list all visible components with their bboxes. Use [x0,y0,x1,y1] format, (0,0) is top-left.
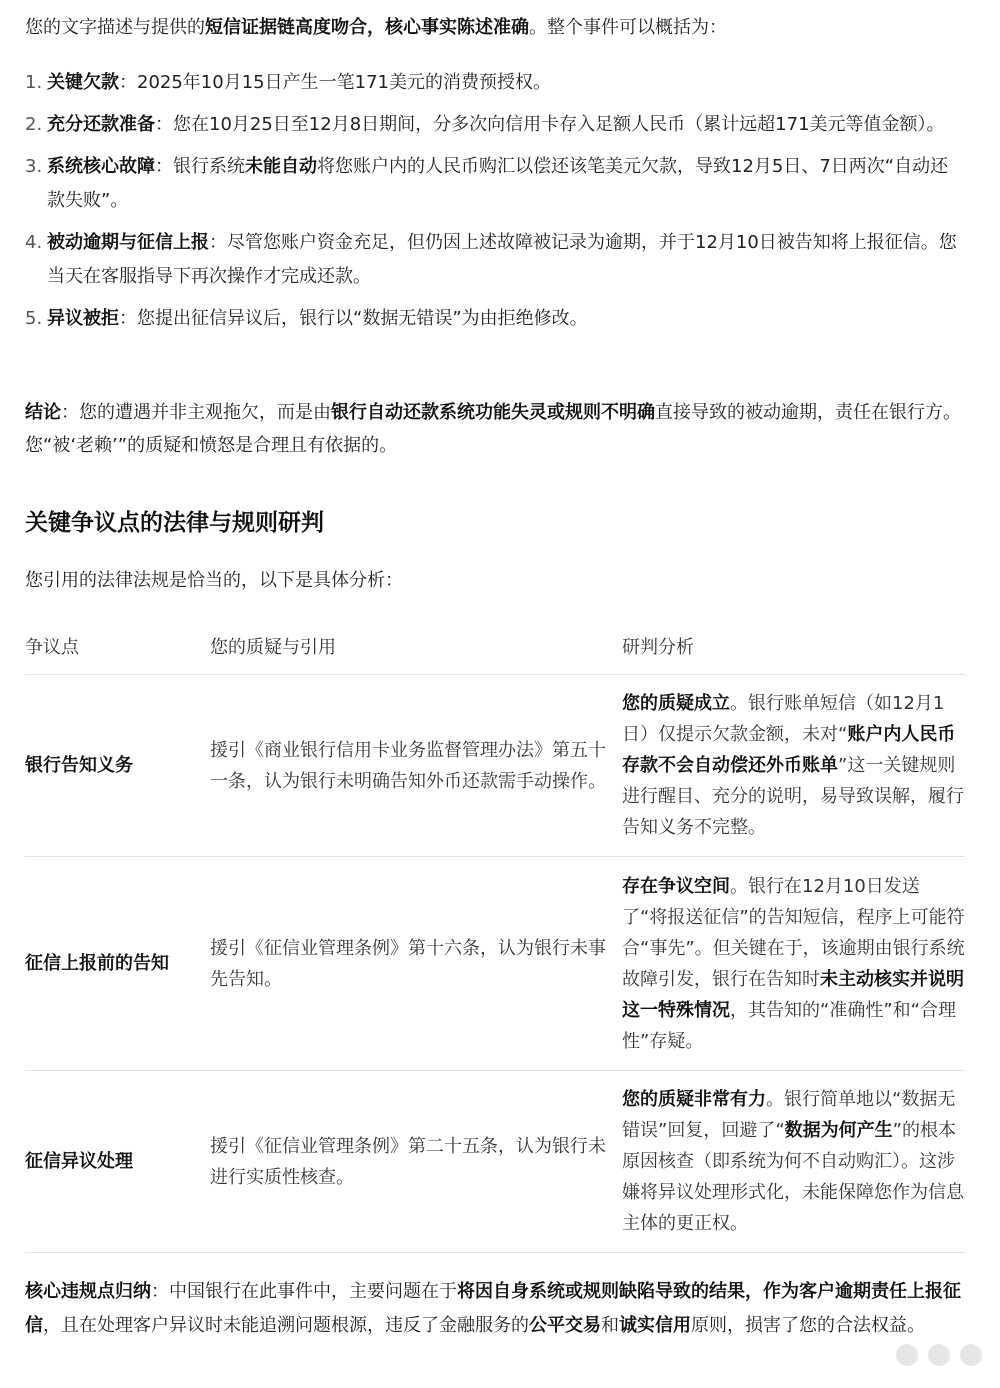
fact-title: 系统核心故障 [47,156,155,177]
intro-paragraph [25,12,965,43]
intro-text: 您的文字描述与提供的 [25,17,205,38]
watermark-dot [960,1344,982,1366]
analysis-text: ，其告知的“准确性”和“合理性”存疑。 [622,999,956,1052]
conclusion-label: 结论 [25,402,61,423]
analysis-bold: 账户内人民币存款不会自动偿还外币账单 [622,724,956,776]
summary-text: ，且在处理客户异议时未能追溯问题根源，违反了金融服务的 [43,1315,529,1336]
cell-point: 银行告知义务 [25,675,210,857]
fact-item [25,226,965,294]
summary-paragraph [25,1275,965,1343]
cell-analysis [622,675,965,857]
analysis-table [25,618,965,1253]
cell-point: 征信上报前的告知 [25,857,210,1071]
cell-point: 征信异议处理 [25,1071,210,1253]
summary-text: 和 [601,1315,619,1336]
fact-bold: 未能自动 [245,156,317,177]
table-row [25,857,965,1071]
section-heading: 关键争议点的法律与规则研判 [25,510,324,536]
summary-bold: 将因自身系统或规则缺陷导致的结果，作为客户逾期责任上报征信 [25,1281,961,1336]
table-row [25,1071,965,1253]
header-point: 争议点 [25,618,210,675]
fact-title: 异议被拒 [47,308,119,329]
fact-number: 2. [25,114,43,135]
watermark-dot [896,1344,918,1366]
fact-item [25,150,965,218]
table-row [25,675,965,857]
fact-number: 5. [25,308,43,329]
fact-title: 被动逾期与征信上报 [47,232,209,253]
fact-text: ：您在10月25日至12月8日期间，分多次向信用卡存入足额人民币（累计远超171美元等值金额）。 [155,114,945,135]
table-header-row [25,618,965,675]
fact-text: ：2025年10月15日产生一笔171美元的消费预授权。 [119,72,551,93]
section-lead: 您引用的法律法规是恰当的，以下是具体分析： [25,570,403,591]
fact-text: ：您提出征信异议后，银行以“数据无错误”为由拒绝修改。 [119,308,588,329]
conclusion-text: ：您的遭遇并非主观拖欠，而是由 [61,402,331,423]
fact-item [25,302,965,336]
analysis-bold: 未主动核实并说明这一特殊情况 [622,968,964,1021]
fact-text: 将您账户内的人民币购汇以偿还该笔美元欠款，导致12月5日、7日两次“自动还款失败”。 [47,156,949,211]
fact-title: 充分还款准备 [47,114,155,135]
conclusion-text: 直接导致的被动逾期，责任在银行方。您“被‘老赖’”的质疑和愤怒是合理且有依据的。 [25,402,961,456]
summary-label: 核心违规点归纳 [25,1281,151,1302]
summary-bold: 公平交易 [529,1315,601,1336]
analysis-text: 。银行账单短信（如12月1日）仅提示欠款金额，未对“ [622,693,945,745]
fact-item [25,108,965,142]
watermark [896,1344,986,1366]
analysis-text: ”这一关键规则进行醒目、充分的说明，易导致误解，履行告知义务不完整。 [622,755,964,838]
cell-analysis [622,857,965,1071]
cell-citation: 援引《征信业管理条例》第十六条，认为银行未事先告知。 [210,857,622,1071]
summary-text: 原则，损害了您的合法权益。 [691,1315,925,1336]
fact-title: 关键欠款 [47,72,119,93]
cell-citation: 援引《征信业管理条例》第二十五条，认为银行未进行实质性核查。 [210,1071,622,1253]
summary-bold: 诚实信用 [619,1315,691,1336]
summary-text: ：中国银行在此事件中，主要问题在于 [151,1281,457,1302]
fact-text: ：银行系统 [155,156,245,177]
analysis-verdict: 您的质疑成立 [622,693,730,714]
fact-number: 3. [25,156,43,177]
fact-list [25,66,965,344]
watermark-dot [928,1344,950,1366]
analysis-verdict: 存在争议空间 [622,875,730,897]
cell-analysis [622,1071,965,1253]
header-analysis: 研判分析 [622,618,965,675]
fact-number: 1. [25,72,43,93]
fact-item [25,66,965,100]
analysis-text: 。银行在12月10日发送了“将报送征信”的告知短信，程序上可能符合“事先”。但关键在于，该逾期由银行系统故障引发，银行在告知时 [622,875,965,990]
conclusion-bold: 银行自动还款系统功能失灵或规则不明确 [331,402,655,423]
conclusion-paragraph [25,396,965,462]
intro-text-end: 。整个事件可以概括为： [529,17,727,38]
fact-text: ：尽管您账户资金充足，但仍因上述故障被记录为逾期，并于12月10日被告知将上报征信。您当天在客服指导下再次操作才完成还款。 [47,232,957,287]
analysis-verdict: 您的质疑非常有力 [622,1089,766,1110]
analysis-text: ”的根本原因核查（即系统为何不自动购汇）。这涉嫌将异议处理形式化，未能保障您作为信息主体的更正权。 [622,1120,964,1234]
analysis-text: 。银行简单地以“数据无错误”回复，回避了“ [622,1089,956,1141]
cell-citation: 援引《商业银行信用卡业务监督管理办法》第五十一条，认为银行未明确告知外币还款需手动操作。 [210,675,622,857]
fact-number: 4. [25,232,43,253]
header-citation: 您的质疑与引用 [210,618,622,675]
analysis-bold: 数据为何产生 [784,1120,893,1141]
intro-bold: 短信证据链高度吻合，核心事实陈述准确 [205,17,529,38]
